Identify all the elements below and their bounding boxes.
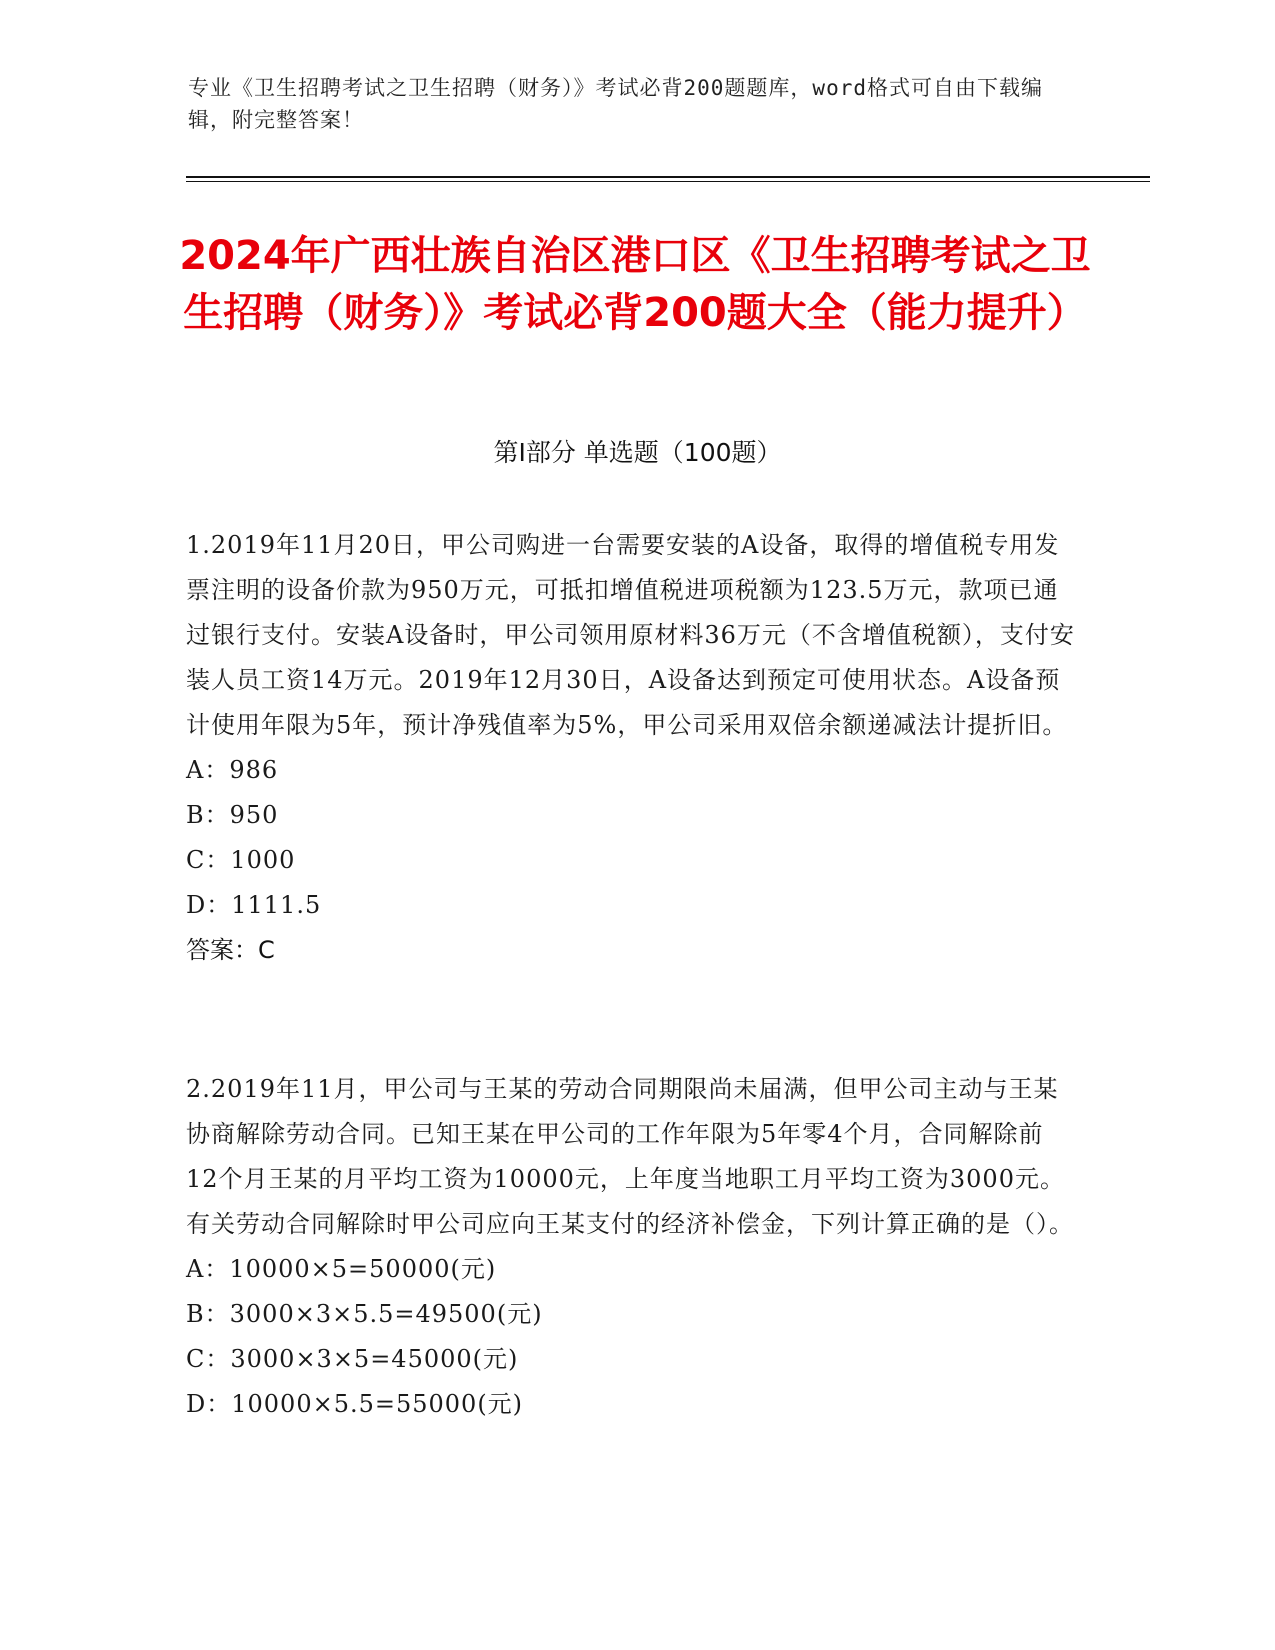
answer-label: 答案：C [186, 936, 275, 964]
option-b: B：950 [186, 801, 279, 829]
header-divider-thin [186, 181, 1150, 182]
option-b: B：3000×3×5.5=49500(元) [186, 1300, 543, 1328]
option-d: D：10000×5.5=55000(元) [186, 1390, 524, 1418]
document-title: 2024年广西壮族自治区港口区《卫生招聘考试之卫生招聘（财务）》考试必背200题大全（能力提升） [179, 233, 1091, 336]
option-a: A：986 [186, 756, 279, 784]
option-d: D：1111.5 [186, 891, 322, 919]
question-stem: 2.2019年11月，甲公司与王某的劳动合同期限尚未届满，但甲公司主动与王某协商解除劳动合同。已知王某在甲公司的工作年限为5年零4个月，合同解除前12个月王某的月平均工资为10000元，上年度当地职工月平均工资为3000元。有关劳动合同解除时甲公司应向王某支付的经济补偿金，下列计算正确的是（）。 [186, 1075, 1074, 1238]
question-1 [186, 523, 1076, 973]
question-stem: 1.2019年11月20日，甲公司购进一台需要安装的A设备，取得的增值税专用发票注明的设备价款为950万元，可抵扣增值税进项税额为123.5万元，款项已通过银行支付。安装A设备时，甲公司领用原材料36万元（不含增值税额），支付安装人员工资14万元。2019年12月30日，A设备达到预定可使用状态。A设备预计使用年限为5年，预计净残值率为5%，甲公司采用双倍余额递减法计提折旧。 [186, 531, 1075, 739]
header-note: 专业《卫生招聘考试之卫生招聘（财务）》考试必背200题题库，word格式可自由下载编辑，附完整答案！ [188, 76, 1043, 132]
option-c: C：1000 [186, 846, 296, 874]
option-c: C：3000×3×5=45000(元) [186, 1345, 519, 1373]
question-2 [186, 1067, 1076, 1427]
section-heading: 第Ⅰ部分 单选题（100题） [493, 438, 782, 467]
header-divider-thick [186, 176, 1150, 178]
option-a: A：10000×5=50000(元) [186, 1255, 497, 1283]
